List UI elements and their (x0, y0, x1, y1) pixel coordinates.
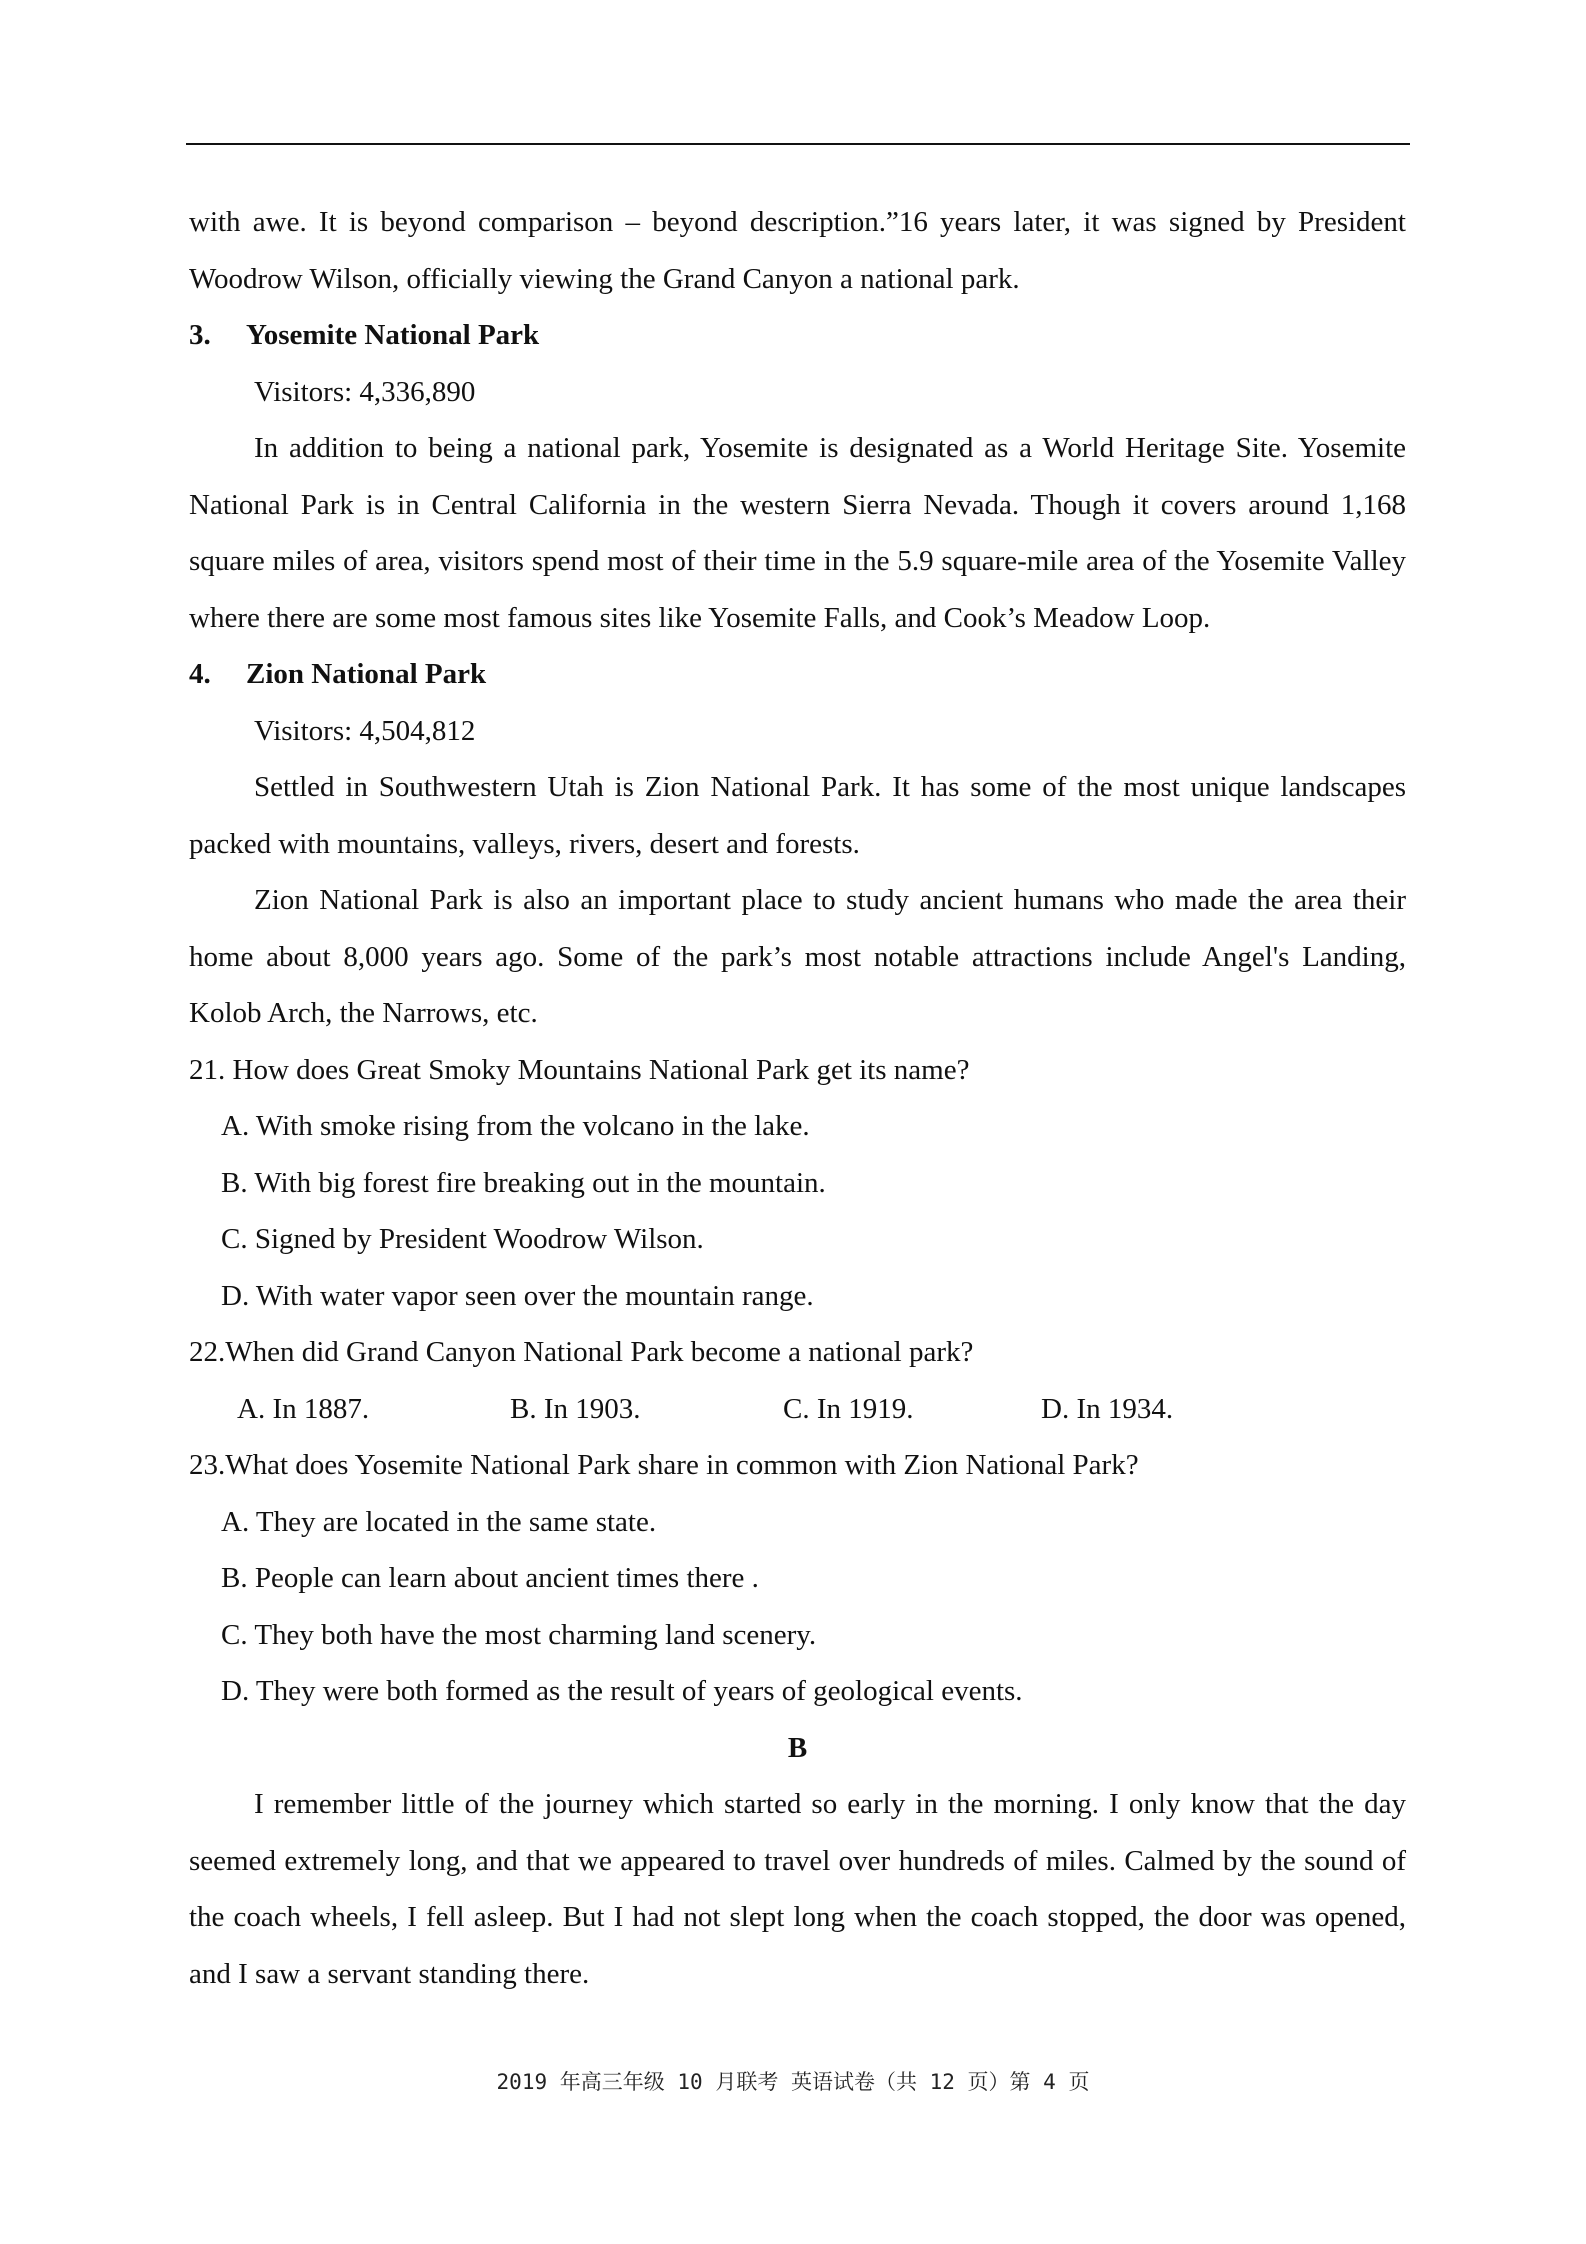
option-d: D. In 1934. (1041, 1392, 1174, 1425)
header-rule (186, 143, 1410, 145)
option-a: A. They are located in the same state. (221, 1505, 657, 1538)
visitors-yosemite: Visitors: 4,336,890 (254, 375, 476, 408)
option-c: C. In 1919. (783, 1392, 914, 1425)
option-a: A. In 1887. (237, 1392, 370, 1425)
section-title: Zion National Park (246, 658, 487, 690)
paragraph-b-1: I remember little of the journey which started so early in the morning. I only know that the day seemed extremely long, and that we appeared to travel over hundreds of miles. Calmed by the sound of the coach wheels, I fell asleep. But I had not slept long when the coach stopped, the door was opened, and I saw a servant standing there. (189, 1788, 1406, 1990)
question-stem: 22.When did Grand Canyon National Park become a national park? (189, 1336, 974, 1368)
question-22 (189, 1324, 1406, 1437)
page-footer: 2019 年高三年级 10 月联考 英语试卷（共 12 页）第 4 页 (496, 2070, 1090, 2094)
option-c: C. They both have the most charming land scenery. (221, 1618, 817, 1651)
section-heading-zion (189, 646, 1406, 703)
section-b-heading: B (787, 1731, 808, 1764)
question-stem: 21. How does Great Smoky Mountains National Park get its name? (189, 1053, 970, 1086)
option-b: B. With big forest fire breaking out in the mountain. (221, 1166, 826, 1199)
section-number: 4. (189, 658, 211, 690)
paragraph-zion-1: Settled in Southwestern Utah is Zion National Park. It has some of the most unique landscapes packed with mountains, valleys, rivers, desert and forests. (189, 771, 1406, 860)
option-c: C. Signed by President Woodrow Wilson. (221, 1223, 704, 1255)
option-b: B. People can learn about ancient times there . (221, 1562, 759, 1594)
continued-paragraph: with awe. It is beyond comparison – beyond description.”16 years later, it was signed by President Woodrow Wilson, officially viewing the Grand Canyon a national park. (189, 206, 1406, 295)
options-row (189, 1381, 1406, 1438)
visitors-zion: Visitors: 4,504,812 (254, 714, 476, 747)
section-heading-yosemite (189, 307, 1406, 364)
question-21 (189, 1042, 1406, 1325)
option-d: D. They were both formed as the result of years of geological events. (221, 1675, 1023, 1707)
option-b: B. In 1903. (510, 1392, 641, 1425)
paragraph-zion-2: Zion National Park is also an important place to study ancient humans who made the area their home about 8,000 years ago. Some of the park’s most notable attractions include Angel's Landing, Kolob Arch, the Narrows, etc. (189, 884, 1406, 1029)
question-stem: 23.What does Yosemite National Park share in common with Zion National Park? (189, 1449, 1139, 1481)
option-a: A. With smoke rising from the volcano in the lake. (221, 1110, 810, 1142)
paragraph-yosemite: In addition to being a national park, Yosemite is designated as a World Heritage Site. Yosemite National Park is in Central California in the western Sierra Nevada. Though it covers around 1,168 square miles of area, visitors spend most of their time in the 5.9 square-mile area of the Yosemite Valley where there are some most famous sites like Yosemite Falls, and Cook’s Meadow Loop. (189, 432, 1406, 634)
section-title: Yosemite National Park (246, 319, 540, 351)
option-d: D. With water vapor seen over the mountain range. (221, 1279, 814, 1312)
question-23 (189, 1437, 1406, 1720)
section-number: 3. (189, 319, 211, 351)
page-content (189, 194, 1406, 2002)
